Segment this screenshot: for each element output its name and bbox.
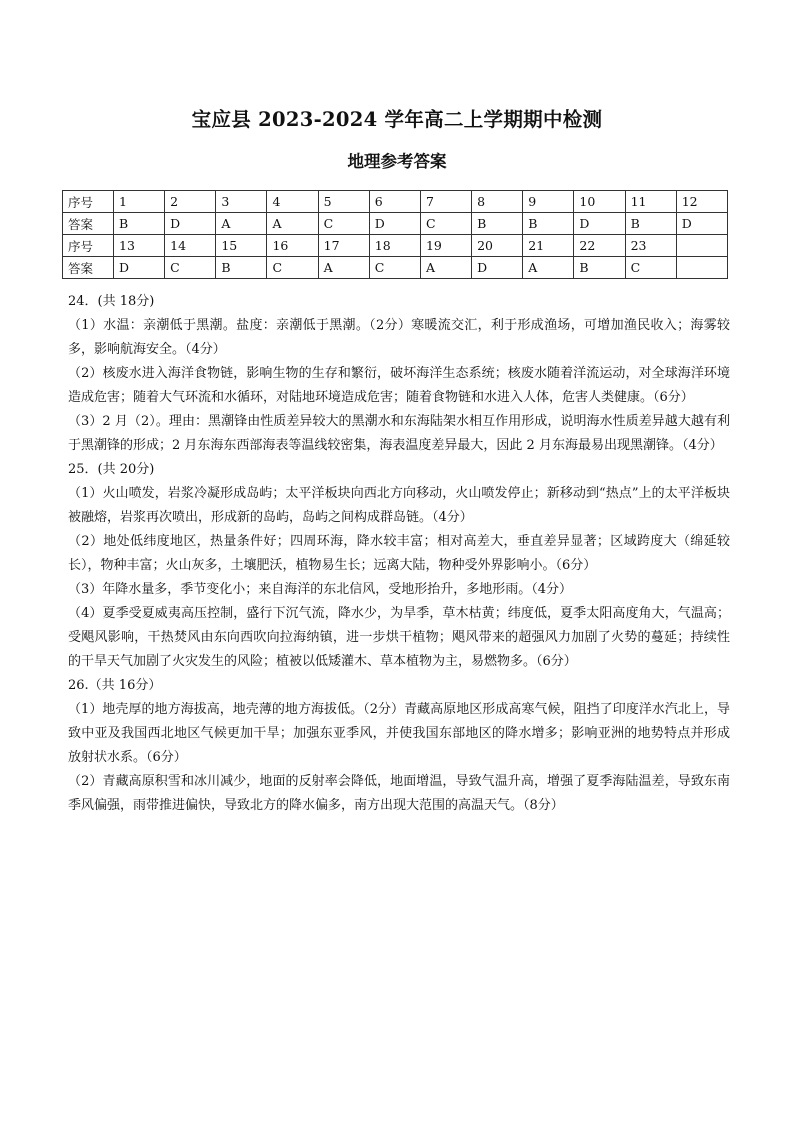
table-row [63,235,728,257]
table-cell: 答案 [63,213,114,235]
table-cell: 4 [267,191,318,213]
table-cell: B [523,213,574,235]
answer-paragraph: （1）地壳厚的地方海拔高，地壳薄的地方海拔低。（2分）青藏高原地区形成高寒气候，阻挡了印度洋水汽北上，导致中亚及我国西北地区气候更加干旱；加强东亚季风，并使我国东部地区的降水增多；影响亚洲的地势特点并形成放射状水系。（6分） [68,702,730,765]
table-cell: C [267,257,318,279]
table-cell: 23 [625,235,676,257]
table-row [63,257,728,279]
answer-paragraph: （2）青藏高原积雪和冰川减少，地面的反射率会降低，地面增温，导致气温升高，增强了夏季海陆温差，导致东南季风偏强，雨带推进偏快，导致北方的降水偏多，南方出现大范围的高温天气。（8分） [68,774,730,813]
table-cell: 15 [216,235,267,257]
table-cell: 21 [523,235,574,257]
table-cell: 17 [318,235,369,257]
table-cell: B [472,213,523,235]
table-cell: 序号 [63,235,114,257]
table-row [63,191,728,213]
table-cell: B [574,257,625,279]
question-heading: 25．(共 20分) [68,462,155,477]
table-cell: D [472,257,523,279]
table-cell: D [369,213,420,235]
table-cell: 3 [216,191,267,213]
question-heading: 26.（共 16分） [68,678,162,693]
table-cell: 18 [369,235,420,257]
table-cell: B [625,213,676,235]
table-cell: 5 [318,191,369,213]
table-cell: B [114,213,165,235]
table-cell: D [574,213,625,235]
answer-body [68,290,730,818]
answer-paragraph: （1）火山喷发，岩浆冷凝形成岛屿；太平洋板块向西北方向移动，火山喷发停止；新移动到“热点”上的太平洋板块被融熔，岩浆再次喷出，形成新的岛屿，岛屿之间构成群岛链。（4分） [68,486,730,525]
table-cell: 2 [165,191,216,213]
table-cell: 22 [574,235,625,257]
page-title: 宝应县 2023-2024 学年高二上学期期中检测 [191,108,603,131]
table-cell: A [267,213,318,235]
table-cell: 6 [369,191,420,213]
table-cell: 11 [625,191,676,213]
table-cell: 答案 [63,257,114,279]
answer-paragraph: （1）水温：亲潮低于黑潮。盐度：亲潮低于黑潮。（2分）寒暖流交汇，利于形成渔场，可增加渔民收入；海雾较多，影响航海安全。（4分） [68,318,730,357]
table-cell: A [420,257,471,279]
table-cell: C [318,213,369,235]
answer-paragraph: （3）2 月（2）。理由：黑潮锋由性质差异较大的黑潮水和东海陆架水相互作用形成，说明海水性质差异越大越有利于黑潮锋的形成；2 月东海东西部海表等温线较密集，海表温度差异最大，因此 2 月东海最易出现黑潮锋。（4分） [68,414,730,453]
table-cell: 1 [114,191,165,213]
table-cell: C [420,213,471,235]
table-cell: 8 [472,191,523,213]
table-cell: 序号 [63,191,114,213]
answer-table [62,190,728,279]
table-cell: D [114,257,165,279]
table-cell: A [216,213,267,235]
table-cell: 19 [420,235,471,257]
answer-paragraph: （4）夏季受夏威夷高压控制，盛行下沉气流，降水少，为旱季，草木枯黄；纬度低，夏季太阳高度角大，气温高；受飓风影响，干热焚风由东向西吹向拉海纳镇，进一步烘干植物；飓风带来的超强风力加剧了火势的蔓延；持续性的干旱天气加剧了火灾发生的风险；植被以低矮灌木、草本植物为主，易燃物多。（6分） [68,606,730,669]
table-cell: C [165,257,216,279]
table-cell: 14 [165,235,216,257]
page-subtitle: 地理参考答案 [347,152,447,171]
table-cell: 20 [472,235,523,257]
answer-paragraph: （3）年降水量多，季节变化小；来自海洋的东北信风，受地形抬升，多地形雨。（4分） [68,582,573,597]
table-row [63,213,728,235]
answer-paragraph: （2）核废水进入海洋食物链，影响生物的生存和繁衍，破坏海洋生态系统；核废水随着洋流运动，对全球海洋环境造成危害；随着大气环流和水循环，对陆地环境造成危害；随着食物链和水进入人体，危害人类健康。（6分） [68,366,730,405]
table-cell: 10 [574,191,625,213]
table-cell [676,257,727,279]
table-cell: 13 [114,235,165,257]
table-cell: B [216,257,267,279]
table-cell [676,235,727,257]
table-cell: A [318,257,369,279]
table-cell: 7 [420,191,471,213]
table-cell: C [369,257,420,279]
table-cell: C [625,257,676,279]
table-cell: A [523,257,574,279]
table-cell: D [165,213,216,235]
answer-paragraph: （2）地处低纬度地区，热量条件好；四周环海，降水较丰富；相对高差大，垂直差异显著；区域跨度大（绵延较长），物种丰富；火山灰多，土壤肥沃，植物易生长；远离大陆，物种受外界影响小。（6分） [68,534,730,573]
table-cell: 16 [267,235,318,257]
table-cell: 9 [523,191,574,213]
table-cell: 12 [676,191,727,213]
table-cell: D [676,213,727,235]
question-heading: 24．(共 18分) [68,294,155,309]
